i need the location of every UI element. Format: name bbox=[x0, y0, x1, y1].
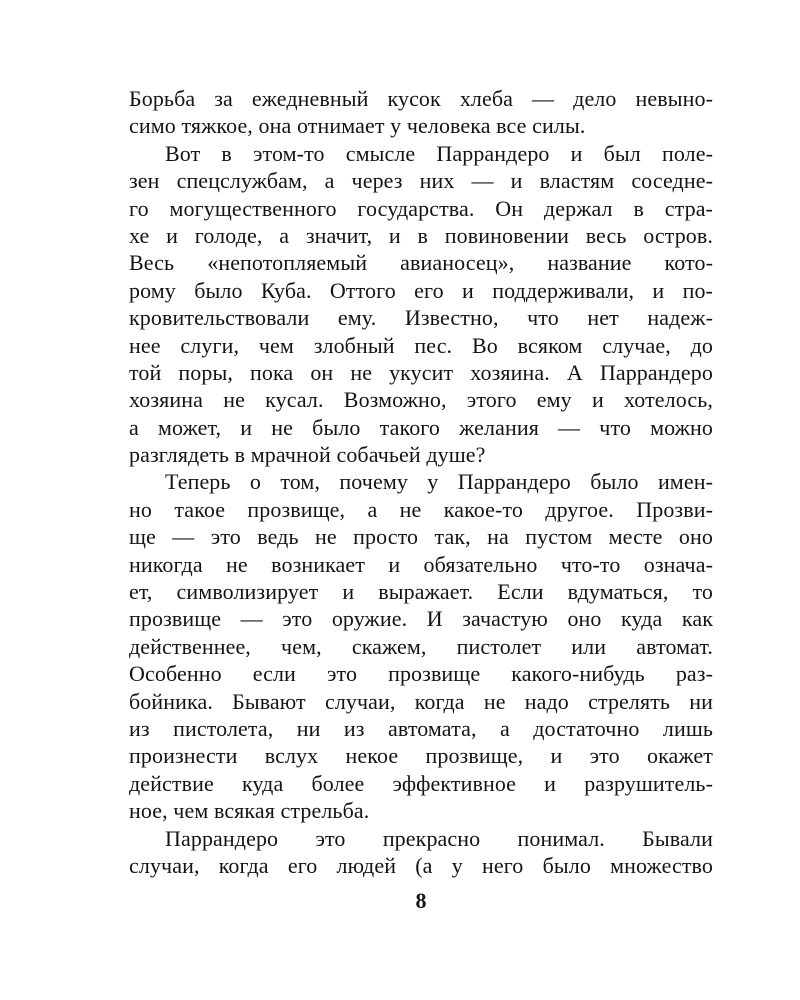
text-line: ное, чем всякая стрельба. bbox=[129, 798, 370, 824]
text-line: разглядеть в мрачной собачьей душе? bbox=[129, 442, 486, 468]
text-line: действеннее, чем, скажем, пистолет или автомат. bbox=[129, 633, 713, 659]
text-line: но такое прозвище, а не какое-то другое. Прозви- bbox=[129, 496, 713, 522]
text-line: а может, и не было такого желания — что можно bbox=[129, 414, 713, 440]
text-line: прозвище — это оружие. И зачастую оно куда как bbox=[129, 606, 713, 632]
text-line: ще — это ведь не просто так, на пустом месте оно bbox=[129, 524, 713, 550]
text-line: кровительствовали ему. Известно, что нет надеж- bbox=[129, 305, 713, 331]
text-line: Паррандеро это прекрасно понимал. Бывали bbox=[165, 825, 713, 851]
text-line: никогда не возникает и обязательно что-то означа- bbox=[129, 551, 713, 577]
text-block bbox=[129, 85, 713, 879]
text-line: действие куда более эффективное и разрушитель- bbox=[129, 770, 713, 796]
text-line: из пистолета, ни из автомата, а достаточно лишь bbox=[129, 715, 713, 741]
text-line: произнести вслух некое прозвище, и это окажет bbox=[129, 743, 713, 769]
text-line: Теперь о том, почему у Паррандеро было имен- bbox=[165, 469, 713, 495]
text-line: симо тяжкое, она отнимает у человека все силы. bbox=[129, 113, 586, 139]
page-number: 8 bbox=[415, 888, 427, 913]
text-line: рому было Куба. Оттого его и поддерживали, и по- bbox=[129, 277, 713, 303]
text-line: зен спецслужбам, а через них — и властям соседне- bbox=[129, 168, 713, 194]
text-line: той поры, пока он не укусит хозяина. А Паррандеро bbox=[129, 359, 713, 385]
text-line: хозяина не кусал. Возможно, этого ему и хотелось, bbox=[129, 387, 713, 413]
text-line: Особенно если это прозвище какого-нибудь раз- bbox=[129, 661, 713, 687]
text-line: го могущественного государства. Он держал в стра- bbox=[129, 195, 713, 221]
text-line: Весь «непотопляемый авианосец», название кото- bbox=[129, 250, 713, 276]
text-line: ет, символизирует и выражает. Если вдуматься, то bbox=[129, 579, 713, 605]
text-line: случаи, когда его людей (а у него было множество bbox=[129, 852, 713, 878]
text-line: хе и голоде, а значит, и в повиновении весь остров. bbox=[129, 222, 713, 248]
text-line: Вот в этом-то смысле Паррандеро и был поле- bbox=[165, 140, 713, 166]
text-line: Борьба за ежедневный кусок хлеба — дело невыно- bbox=[129, 86, 713, 111]
text-line: нее слуги, чем злобный пес. Во всяком случае, до bbox=[129, 332, 713, 358]
text-line: бойника. Бывают случаи, когда не надо стрелять ни bbox=[129, 688, 713, 714]
